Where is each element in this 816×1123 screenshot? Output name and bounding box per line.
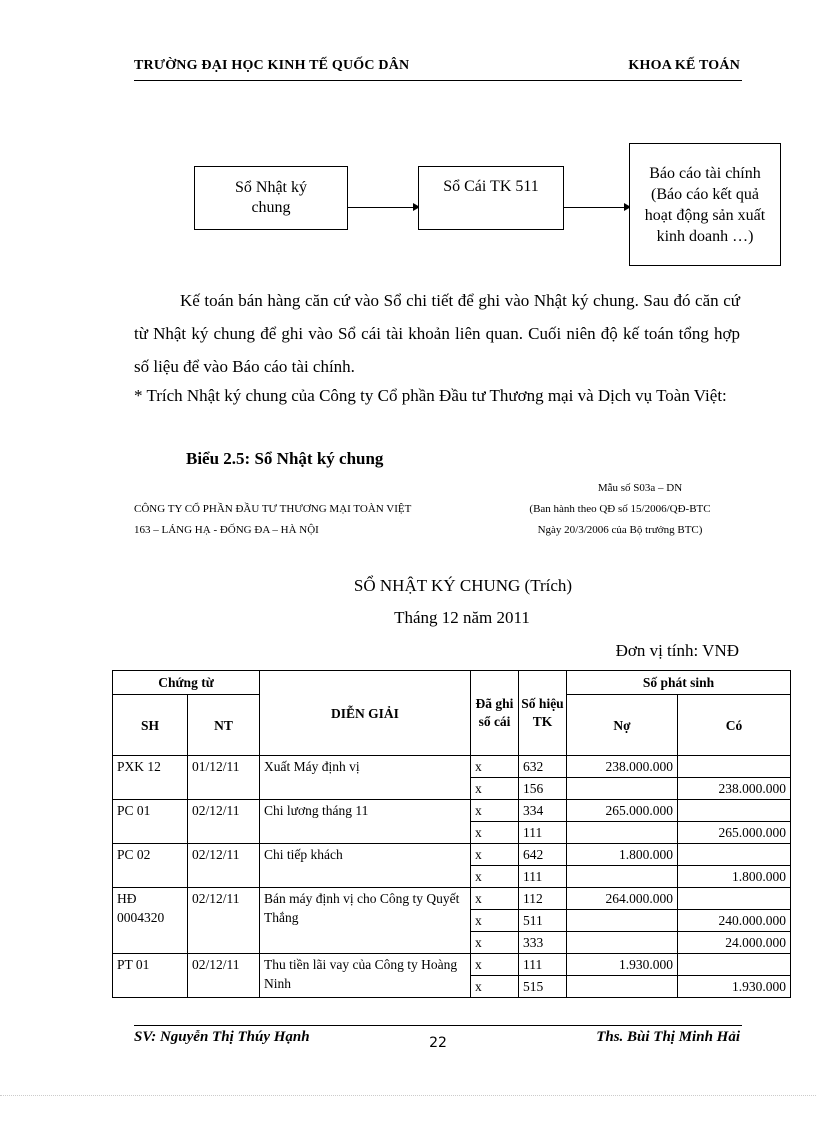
- cell-desc: Chi tiếp khách: [260, 844, 471, 888]
- cell-credit: 265.000.000: [678, 822, 791, 844]
- cell-desc: Chi lương tháng 11: [260, 800, 471, 844]
- cell-posted: x: [471, 756, 519, 778]
- cell-posted: x: [471, 800, 519, 822]
- cell-credit: [678, 756, 791, 778]
- header-debit: Nợ: [567, 695, 678, 756]
- cell-sh: PT 01: [113, 954, 188, 998]
- cell-debit: 238.000.000: [567, 756, 678, 778]
- cell-sh: PC 01: [113, 800, 188, 844]
- ledger-title: SỔ NHẬT KÝ CHUNG (Trích): [353, 576, 573, 595]
- company-address: 163 – LÁNG HẠ - ĐỐNG ĐA – HÀ NỘI: [134, 524, 319, 536]
- flow-arrow-1: [348, 207, 418, 208]
- cell-credit: [678, 888, 791, 910]
- cell-debit: [567, 866, 678, 888]
- footer-student: SV: Nguyễn Thị Thúy Hạnh: [134, 1029, 310, 1045]
- cell-credit: [678, 954, 791, 976]
- cell-credit: 24.000.000: [678, 932, 791, 954]
- paragraph-extract: * Trích Nhật ký chung của Công ty Cổ phần Đầu tư Thương mại và Dịch vụ Toàn Việt:: [134, 386, 727, 405]
- cell-debit: 265.000.000: [567, 800, 678, 822]
- page-bottom-border: [0, 1095, 816, 1096]
- cell-posted: x: [471, 866, 519, 888]
- cell-credit: 1.930.000: [678, 976, 791, 998]
- cell-account: 111: [519, 822, 567, 844]
- cell-debit: [567, 910, 678, 932]
- header-voucher: Chứng từ: [113, 671, 260, 695]
- cell-credit: [678, 844, 791, 866]
- cell-sh: PC 02: [113, 844, 188, 888]
- flow-box-journal: Sổ Nhật ký chung: [194, 166, 348, 230]
- cell-posted: x: [471, 976, 519, 998]
- cell-debit: 264.000.000: [567, 888, 678, 910]
- footer-rule: [134, 1025, 742, 1026]
- cell-credit: [678, 800, 791, 822]
- cell-posted: x: [471, 910, 519, 932]
- header-description: DIỄN GIẢI: [260, 671, 471, 756]
- ledger-unit: Đơn vị tính: VNĐ: [615, 641, 739, 660]
- footer-teacher: Ths. Bùi Thị Minh Hải: [596, 1029, 740, 1045]
- cell-debit: [567, 976, 678, 998]
- cell-account: 515: [519, 976, 567, 998]
- flow-arrow-2: [564, 207, 629, 208]
- cell-account: 642: [519, 844, 567, 866]
- header-credit: Có: [678, 695, 791, 756]
- form-date: Ngày 20/3/2006 của Bộ trưởng BTC): [537, 524, 703, 536]
- header-nt: NT: [188, 695, 260, 756]
- cell-debit: [567, 822, 678, 844]
- cell-credit: 238.000.000: [678, 778, 791, 800]
- flow-box-report: Báo cáo tài chính (Báo cáo kết quả hoạt động sản xuất kinh doanh …): [629, 143, 781, 266]
- cell-desc: Xuất Máy định vị: [260, 756, 471, 800]
- header-sh: SH: [113, 695, 188, 756]
- cell-account: 112: [519, 888, 567, 910]
- cell-nt: 02/12/11: [188, 800, 260, 844]
- header-posted: Đã ghi sổ cái: [471, 671, 519, 756]
- cell-account: 334: [519, 800, 567, 822]
- cell-account: 632: [519, 756, 567, 778]
- header-faculty: KHOA KẾ TOÁN: [628, 58, 740, 73]
- header-rule: [134, 80, 742, 81]
- header-school: TRƯỜNG ĐẠI HỌC KINH TẾ QUỐC DÂN: [134, 58, 410, 73]
- form-code: Mẫu số S03a – DN: [597, 482, 683, 494]
- cell-posted: x: [471, 778, 519, 800]
- cell-nt: 02/12/11: [188, 954, 260, 998]
- cell-credit: 1.800.000: [678, 866, 791, 888]
- company-name: CÔNG TY CỔ PHẦN ĐẦU TƯ THƯƠNG MẠI TOÀN VIỆT: [134, 503, 412, 515]
- cell-account: 111: [519, 954, 567, 976]
- ledger-period: Tháng 12 năm 2011: [394, 608, 530, 627]
- header-amount: Số phát sinh: [567, 671, 791, 695]
- exhibit-title: Biểu 2.5: Sổ Nhật ký chung: [186, 449, 384, 468]
- cell-nt: 02/12/11: [188, 888, 260, 954]
- cell-nt: 02/12/11: [188, 844, 260, 888]
- paragraph-intro: Kế toán bán hàng căn cứ vào Sổ chi tiết để ghi vào Nhật ký chung. Sau đó căn cứ từ Nhật ký chung để ghi vào Sổ cái tài khoản liên quan. Cuối niên độ kế toán tổng hợp số liệu để vào Báo cáo tài chính.: [134, 291, 740, 376]
- cell-debit: [567, 778, 678, 800]
- page-number: 22: [429, 1035, 447, 1051]
- cell-credit: 240.000.000: [678, 910, 791, 932]
- cell-sh: HĐ 0004320: [113, 888, 188, 954]
- cell-debit: 1.800.000: [567, 844, 678, 866]
- flow-box-ledger: Sổ Cái TK 511: [418, 166, 564, 230]
- cell-account: 111: [519, 866, 567, 888]
- cell-posted: x: [471, 844, 519, 866]
- cell-posted: x: [471, 888, 519, 910]
- cell-account: 511: [519, 910, 567, 932]
- cell-account: 156: [519, 778, 567, 800]
- cell-posted: x: [471, 954, 519, 976]
- cell-nt: 01/12/11: [188, 756, 260, 800]
- form-decision: (Ban hành theo QĐ số 15/2006/QĐ-BTC: [529, 503, 711, 515]
- cell-posted: x: [471, 932, 519, 954]
- cell-account: 333: [519, 932, 567, 954]
- cell-debit: 1.930.000: [567, 954, 678, 976]
- cell-desc: Bán máy định vị cho Công ty Quyết Thắng: [260, 888, 471, 954]
- cell-debit: [567, 932, 678, 954]
- journal-table: [112, 670, 791, 998]
- cell-sh: PXK 12: [113, 756, 188, 800]
- cell-posted: x: [471, 822, 519, 844]
- header-account: Số hiệu TK: [519, 671, 567, 756]
- cell-desc: Thu tiền lãi vay của Công ty Hoàng Ninh: [260, 954, 471, 998]
